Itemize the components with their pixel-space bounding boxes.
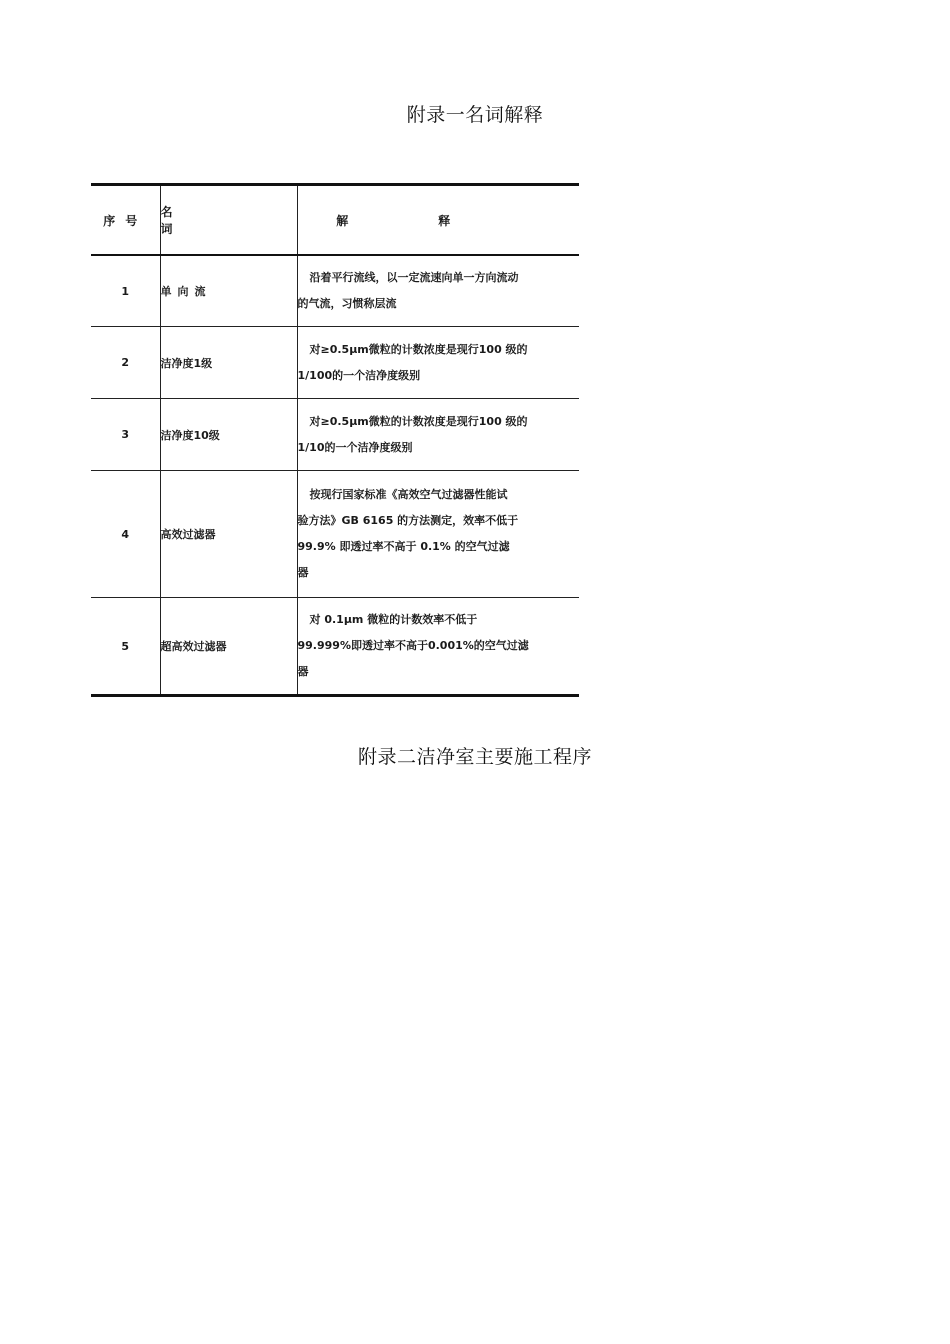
definition-line: 99.999%即透过率不高于0.001%的空气过滤	[297, 639, 529, 652]
definition-line: 99.9% 即透过率不高于 0.1% 的空气过滤	[297, 540, 510, 553]
row-number: 1	[91, 255, 160, 327]
glossary-table-container	[91, 183, 579, 695]
column-header-term: 名词	[160, 185, 297, 256]
definition-line: 对 0.1μm 微粒的计数效率不低于	[309, 613, 478, 626]
row-term: 洁净度10级	[160, 399, 297, 471]
row-term: 高效过滤器	[160, 471, 297, 598]
row-definition	[297, 255, 579, 327]
row-definition	[297, 399, 579, 471]
row-number: 2	[91, 327, 160, 399]
row-number: 4	[91, 471, 160, 598]
definition-line: 1/10的一个洁净度级别	[297, 440, 413, 454]
row-definition	[297, 598, 579, 696]
column-header-no: 序号	[91, 185, 160, 256]
table-row	[91, 471, 579, 598]
appendix-1-heading: 附录一名词解释	[406, 104, 544, 126]
row-term: 洁净度1级	[160, 327, 297, 399]
definition-line: 验方法》GB 6165 的方法测定，效率不低于	[297, 514, 519, 527]
row-term: 超高效过滤器	[160, 598, 297, 696]
row-definition	[297, 327, 579, 399]
row-number: 3	[91, 399, 160, 471]
row-number: 5	[91, 598, 160, 696]
table-row	[91, 399, 579, 471]
table-header-row	[91, 185, 579, 256]
definition-line: 器	[297, 665, 309, 678]
table-row	[91, 327, 579, 399]
definition-line: 对≥0.5μm微粒的计数浓度是现行100 级的	[309, 414, 528, 428]
table-row	[91, 255, 579, 327]
appendix-2-heading: 附录二洁净室主要施工程序	[357, 746, 592, 768]
column-header-definition: 解释	[297, 185, 579, 256]
row-term: 单向流	[160, 255, 297, 327]
definition-line: 器	[297, 566, 309, 579]
definition-line: 沿着平行流线，以一定流速向单一方向流动	[309, 271, 519, 284]
row-definition	[297, 471, 579, 598]
table-row	[91, 598, 579, 696]
glossary-table	[91, 183, 579, 697]
definition-line: 按现行国家标准《高效空气过滤器性能试	[309, 488, 508, 501]
definition-line: 的气流，习惯称层流	[297, 297, 397, 310]
definition-line: 对≥0.5μm微粒的计数浓度是现行100 级的	[309, 342, 528, 356]
definition-line: 1/100的一个洁净度级别	[297, 368, 421, 382]
